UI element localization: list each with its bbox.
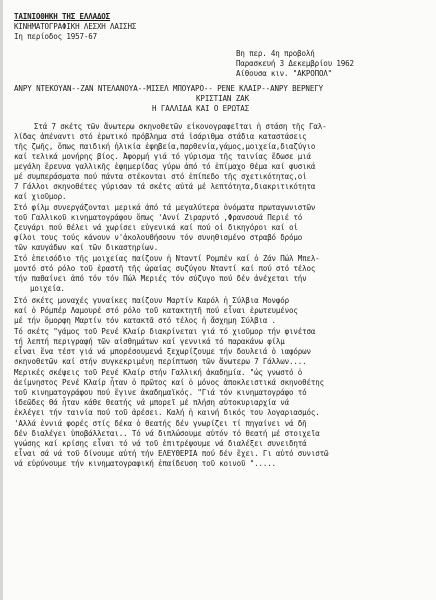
body-line: 7 Γάλλοι σκηνοθέτες γύρισαν τά σκέτς αὐτά μέ λεπτότητα,διακριτικότητα bbox=[14, 182, 316, 191]
body-line: σκηνοθετῶν καί στήν συγκεκριμένη περίπτωση τῶν ἄνωτερω 7 Γάλλων.... bbox=[14, 357, 307, 366]
body-line: Στό φίλμ συνεργάζονται μερικά ἀπό τά μεγαλύτερα ὀνόματα πρωταγωνιστῶν bbox=[14, 203, 316, 212]
body-line: ἀείμνηστος Ρενέ Κλαίρ ἦταν ὁ πρῶτος καί ὁ μόνος ἀποκλειστικά σκηνοθέτης bbox=[14, 378, 324, 387]
body-line: εἶναι ἕνα τέστ γιά νά μπορέσουμενά ξεχωρίζουμε τήν δουλειά ὁ ιαφόρων bbox=[14, 347, 311, 356]
body-line: 'Αλλά ἐννιά φορές στίς δέκα ὁ θεατής δέν γνωρίζει τί πηγαίνει νά δῆ bbox=[14, 419, 307, 428]
film-title: Η ΓΑΛΛΙΔΑ ΚΑΙ Ο ΕΡΩΤΑΣ bbox=[152, 104, 250, 113]
body-line: μοιχεία. bbox=[30, 284, 65, 293]
body-line: μοντό στό ρόλο τοῦ ἐραστῆ τῆς ὡραίας συζύγου Νταντί καί πού στό τέλος bbox=[14, 264, 316, 273]
body-line: τοῦ Γαλλικοῦ κινηματογράφου ὅπως 'Αννί Ζιραρντό ,Φρανσουά Περιέ τό bbox=[14, 213, 303, 222]
body-line: τῆς ζωῆς, ὅπως παιδική ἡλικία ἐφηβεία,παρθενία,γάμος,μοιχεία,διαζύγιο bbox=[14, 142, 316, 151]
body-line: ἰδεῶδες θά ἦταν κάθε θεατής νά μπορεῖ μέ πλήση αὐτοκυριαρχία νά bbox=[14, 398, 290, 407]
period: Ιη περίοδος 1957-67 bbox=[14, 32, 97, 41]
body-line: καί τελικά μονήρης βίος. Ἀφορμή γιά τό γύρισμα τῆς ταινίας ἔδωσε μιά bbox=[14, 152, 311, 161]
body-line: λίδας ἀπέναντι στό ἐρωτικό πρόβλημα στά ἰσάριθμα στάδια καταστάσεις bbox=[14, 132, 307, 141]
body-line: τῶν καυγάδων καί τῶν δικαστηρίων. bbox=[14, 243, 159, 252]
body-line: νά εὐρύνουμε τήν κινηματογραφική ἐπαίδευση τοῦ κοινοῦ "..... bbox=[14, 459, 276, 468]
screening-venue: Αίθουσα κιν. "ΑΚΡΟΠΟΛ" bbox=[236, 69, 333, 78]
directors-line: ΑΝΡΥ ΝΤΕΚΟΥΑΝ--ΖΑΝ ΝΤΕΛΑΝΟΥΑ--ΜΙΣΕΛ ΜΠΟΥΑΡΟ-- ΡΕΝΕ ΚΛΑΙΡ--ΑΝΡΥ ΒΕΡΝΕΓΥ bbox=[14, 84, 324, 93]
body-line: τοῦ κινηματογράφου πού ἔγινε ἀκαδημαϊκός. "Γιά τόν κινηματογράφο τό bbox=[14, 388, 307, 397]
club-name: ΚΙΝΗΜΑΤΟΓΡΑΦΙΚΗ ΛΕΣΧΗ ΛΑΙΣΗΣ bbox=[14, 22, 137, 31]
body-line: Στά 7 σκέτς τῶν ἄνωτερω σκηνοθετῶν εἰκονογραφεῖται ἡ στάση τῆς Γαλ- bbox=[34, 122, 327, 131]
scan-edge bbox=[0, 0, 3, 600]
org-name: ΤΑΙΝΙΟΘΗΚΗ ΤΗΣ ΕΛΛΑΔΟΣ bbox=[14, 12, 111, 21]
body-line: καί χιοῦμορ. bbox=[14, 192, 67, 201]
body-line: Στό σκέτς μοναχές γυναίκες παίζουν Μαρτίν Καρόλ ἡ Σύλβια Μονφόρ bbox=[14, 296, 290, 305]
screening-number: Βη περ. 4η προβολή bbox=[236, 49, 315, 58]
body-line: φίλοι τους τούς κάνουν ν'ἀκολουθήσουν τόν συνηθισμένο στραβό δρόμο bbox=[14, 233, 303, 242]
body-line: δέν διαλέγει ὑποβάλλεται.. Τό νά διπλώσουμε αὐτόν τό θεατή μέ στοιχεῖα bbox=[14, 429, 320, 438]
body-line: ζευγάρι πού θέλει νά χωρίσει εὐγενικά καί πού οἱ δικηγόροι καί οἱ bbox=[14, 223, 298, 232]
director-line-2: ΚΡΙΣΤΙΑΝ ΖΑΚ bbox=[196, 94, 249, 103]
screening-date: Παρασκευή 3 Δεκεμβρίου 1962 bbox=[236, 59, 354, 68]
body-line: τήν παθαίνει ἀπό τόν τόν Πώλ Μεριές τόν σύζυγο πού δέν ἀνέχεται τήν bbox=[14, 274, 307, 283]
body-line: μέ συμπεράσματα πού πάντα στέκονται στό ἐπίπεδο τῆς σχετικότητας,οἱ bbox=[14, 172, 307, 181]
body-line: μεγάλη ἔρευνα γαλλικῆς ἐφημερίδας γύρω ἀπό τό ἐπίμαχο θέμα καί φυσικά bbox=[14, 162, 316, 171]
body-line: καί ὁ Ρόμπέρ Λαμουρέ στό ρόλο τοῦ κατακτητῆ πού εἶναι ἐρωτευμένος bbox=[14, 306, 298, 315]
body-line: τή λεπτή περιγραφή τῶν αἰσθημάτων καί γεννικά τό παρακάνω φίλμ bbox=[14, 337, 285, 346]
body-line: γνώσης καί κρίσης εἶναι τό νά τοῦ ἐπιτρέψουμε νά διαλέξει συνειδητά bbox=[14, 439, 307, 448]
body-line: εἶναι σά νά τοῦ δίνουμε αὐτή τήν ΕΛΕΥΘΕΡΙΑ πού δέν ἔχει. Γι αὐτό συνιστῶ bbox=[14, 449, 329, 458]
body-line: Στό ἐπεισόδιο τῆς μοιχείας παίζουν ἡ Νταντί Ρομπέν καί ὁ Ζάν Πώλ Μπελ- bbox=[14, 254, 320, 263]
body-line: μέ τήν ὄμορφη Μαρτίν τόν κατακτᾶ στό τέλος ἡ ἄσχημη Σύλβια . bbox=[14, 316, 276, 325]
body-line: ἐκλέγει τήν ταινία πού τοῦ ἀρέσει. Καλή ἡ καινή δικός του λογαριασμός. bbox=[14, 408, 320, 417]
body-line: Μερικές σκέψεις τοῦ Ρενέ Κλαίρ στήν Γαλλική ἀκαδημία. "ὡς γνωστό ὁ bbox=[14, 368, 303, 377]
body-line: Τό σκέτς "γάμος τοῦ Ρενέ Κλαίρ διακρίνεται γιά τό χιοῦμορ τήν φινέτσα bbox=[14, 327, 316, 336]
